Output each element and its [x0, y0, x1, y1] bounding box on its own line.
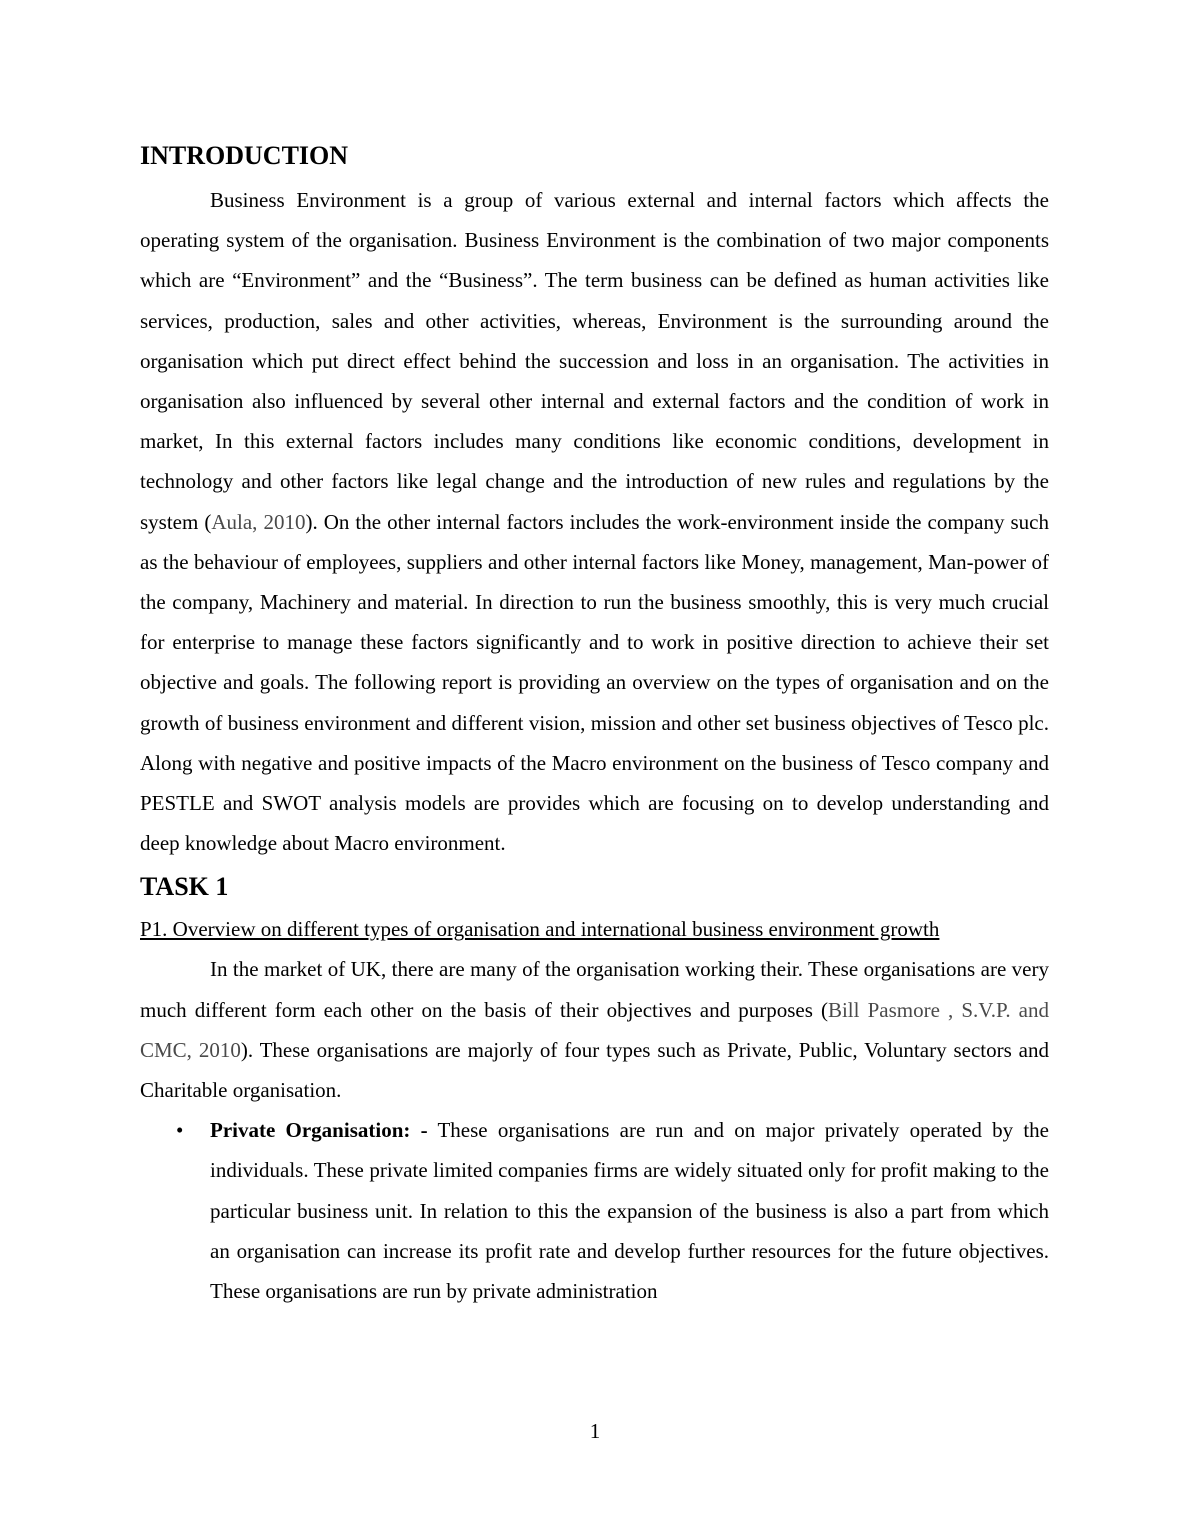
- task1-paragraph: [140, 949, 1049, 1110]
- citation-aula: Aula, 2010: [211, 509, 306, 534]
- document-page: [140, 138, 1049, 1311]
- list-item-private-organisation: [140, 1110, 1049, 1311]
- introduction-heading: INTRODUCTION: [140, 141, 349, 170]
- citation-pasmore: Bill Pasmore , S.V.P. and CMC, 2010: [140, 997, 1049, 1062]
- task1-text-part2: ). These organisations are majorly of four types such as Private, Public, Voluntary sectors and Charitable organisation.: [140, 1037, 1049, 1103]
- page-number: 1: [589, 1419, 601, 1443]
- organisation-types-list: [140, 1110, 1049, 1311]
- introduction-text-part2: ). On the other internal factors includes the work-environment inside the company such as the behaviour of employees, suppliers and other internal factors like Money, management, Man-power of the company, Machinery and material. In direction to run the business smoothly, this is very much crucial for enterprise to manage these factors significantly and to work in positive direction to achieve their set objective and goals. The following report is providing an overview on the types of organisation and on the growth of business environment and different vision, mission and other set business objectives of Tesco plc. Along with negative and positive impacts of the Macro environment on the business of Tesco company and PESTLE and SWOT analysis models are provides which are focusing on to develop understanding and deep knowledge about Macro environment.: [140, 509, 1050, 856]
- task1-heading: TASK 1: [140, 872, 229, 902]
- p1-subheading: P1. Overview on different types of organisation and international business environment growth: [140, 917, 940, 942]
- introduction-text-part1: Business Environment is a group of various external and internal factors which affects the operating system of the organisation. Business Environment is the combination of two major components which are “Environment” and the “Business”. The term business can be defined as human activities like services, production, sales and other activities, whereas, Environment is the surrounding around the organisation which put direct effect behind the succession and loss in an organisation. The activities in organisation also influenced by several other internal and external factors and the condition of work in market, In this external factors includes many conditions like economic conditions, development in technology and other factors like legal change and the introduction of new rules and regulations by the system (: [140, 188, 1049, 534]
- introduction-paragraph: [140, 180, 1049, 863]
- bullet-text: These organisations are run and on major privately operated by the individuals. These private limited companies firms are widely situated only for profit making to the particular business unit. In relation to this the expansion of the business is also a part from which an organisation can increase its profit rate and develop further resources for the future objectives. These organisations are run by private administration: [210, 1118, 1049, 1304]
- task1-text-part1: In the market of UK, there are many of the organisation working their. These organisations are very much different form each other on the basis of their objectives and purposes (: [140, 957, 1049, 1022]
- bullet-dot-icon: •: [176, 1118, 184, 1143]
- bullet-term: Private Organisation: -: [210, 1118, 428, 1143]
